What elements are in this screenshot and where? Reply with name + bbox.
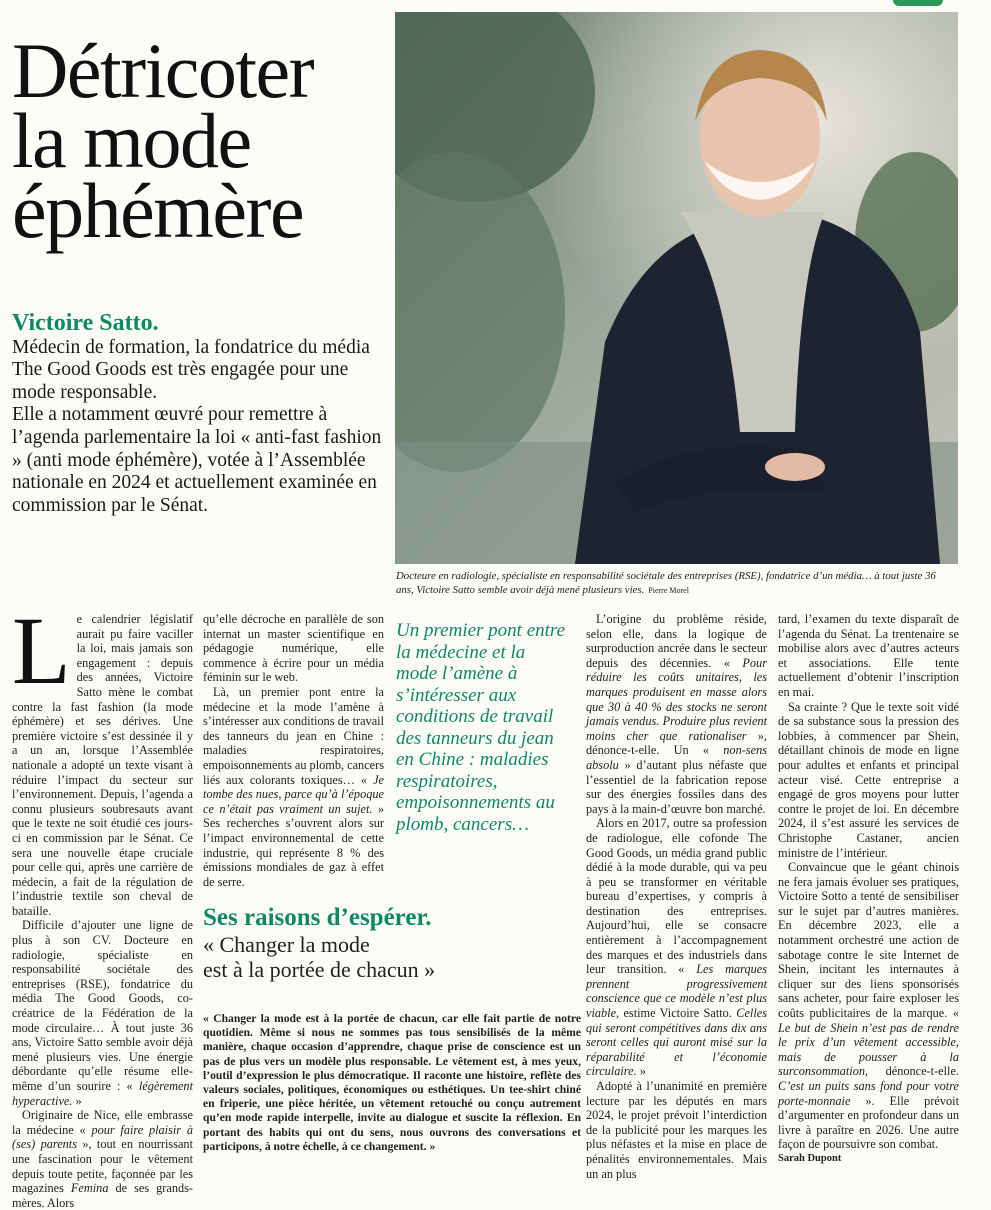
- section-subtitle-line-2: est à la portée de chacun »: [203, 957, 436, 982]
- article-column-2: [203, 612, 384, 889]
- paragraph-italic: légèrement hyperactive.: [12, 1079, 193, 1108]
- paragraph: [586, 612, 767, 816]
- drop-cap: L: [12, 597, 71, 704]
- paragraph-text: , estime Victoire Satto.: [616, 1006, 732, 1021]
- intro-block: [12, 312, 387, 517]
- paragraph: [12, 918, 193, 1108]
- paragraph-text: Sa crainte ? Que le texte soit vidé de sa substance sous la pression des lobbies, à commencer par Shein, détaillant chinois de mode en ligne pour adultes et enfants et principal acteur visé. Cette entreprise a engagé de gros moyens pour lutter contre le projet de loi. En décembre 2024, il s’est assuré les services de Christophe Castaner, ancien ministre de l’intérieur.: [778, 699, 959, 860]
- photo-credit: Pierre Morel: [648, 586, 689, 595]
- paragraph-italic: Les marques prennent progressivement conscience que ce modèle n’est plus viable: [586, 962, 768, 1021]
- paragraph-text: Convaincue que le géant chinois ne fera jamais évoluer ses pratiques, Victoire Sotto a tenté de sensibiliser sur le sujet par d’autres manières. En décembre 2023, elle a notamment orchestré une action de sabotage contre le site Internet de Shein, incitant les internautes à cliquer sur des liens sponsorisés sans acheter, pour faire exploser les coûts publicitaires de la marque. «: [778, 860, 959, 1021]
- section-subtitle-line-1: « Changer la mode: [203, 932, 370, 957]
- headline-line-2: la mode: [12, 97, 251, 184]
- paragraph-italic: non-sens absolu: [586, 743, 767, 772]
- paragraph: [778, 612, 959, 700]
- paragraph-text: tard, l’examen du texte disparaît de l’agenda du Sénat. La trentenaire se mobilise alors avec d’autres acteurs et associations. Elle tente actuellement d’obtenir l’inscription en mai.: [778, 612, 959, 699]
- paragraph-text: » d’autant plus néfaste que l’essentiel de la fabrication repose sur des énergies fossiles dans des pays à la main-d’œuvre bon marché.: [586, 757, 768, 816]
- paragraph: [586, 1079, 767, 1181]
- paragraph: [203, 612, 384, 685]
- paragraph-text: », tout en nourrissant une fascination pour le vêtement depuis toute petite, façonnée par les magazines: [12, 1137, 194, 1196]
- paragraph-italic: Je tombe des nues, parce qu’à l’époque ce n’était pas vraiment un sujet.: [203, 772, 384, 816]
- author-byline: Sarah Dupont: [778, 1152, 842, 1164]
- section-quote: « Changer la mode est à la portée de chacun, car elle fait partie de notre quotidien. Même si nous ne sommes pas tous sensibilisés de la même manière, chaque occasion d’apprendre, chaque prise de conscience est un pas de plus vers un modèle plus responsable. Le vêtement est, à mes yeux, l’outil d’expression le plus démocratique. Il raconte une histoire, reflète des valeurs sociales, politiques, économiques ou esthétiques. Un tee-shirt chiné en friperie, une pièce héritée, un vêtement retouché ou conçu autrement qu’en mode rapide interpelle, invite au dialogue et suscite la réflexion. En portant des habits qui ont du sens, nous ouvrons des conversations et participons, à notre échelle, à ce changement. »: [203, 1012, 581, 1153]
- paragraph-text: »: [639, 1064, 646, 1079]
- intro-text-2: Elle a notamment œuvré pour remettre à l’agenda parlementaire la loi « anti-fast fashion » (anti mode éphémère), votée à l’Assemblée nationale en 2024 et actuellement examinée en commission par le Sénat.: [12, 404, 382, 516]
- paragraph: [778, 700, 959, 861]
- paragraph-italic: C’est un puits sans fond pour votre porte-monnaie: [778, 1079, 959, 1108]
- paragraph-text: qu’elle décroche en parallèle de son internat un master scientifique en pédagogie numérique, elle commence à écrire pour un média féminin sur le web.: [203, 612, 384, 685]
- paragraph-text: dénonce-t-elle.: [885, 1064, 959, 1079]
- paragraph-text: Adopté à l’unanimité en première lecture par les députés en mars 2024, le projet prévoit l’interdiction de la publicité pour les marques les plus néfastes et la mise en place de pénalités environnementales. Mais un an plus: [586, 1079, 767, 1181]
- paragraph: [203, 685, 384, 889]
- pull-quote: Un premier pont entre la médecine et la mode l’amène à s’intéresser aux conditions de travail des tanneurs du jean en Chine : maladies respiratoires, empoisonnements au plomb, cancers…: [396, 620, 566, 835]
- paragraph-italic: Le but de Shein n’est pas de rendre le prix d’un vêtement accessible, mais de pousser à la surconsommation,: [778, 1020, 959, 1079]
- paragraph-text: L’origine du problème réside, selon elle, dans la logique de surproduction ancrée dans le secteur depuis des décennies. «: [586, 612, 767, 670]
- section-subtitle: [203, 932, 583, 982]
- paragraph: [12, 597, 193, 918]
- paragraph-text: e calendrier législatif aurait pu faire vaciller la loi, mais jamais son engagement : depuis des années, Victoire Satto mène le combat contre la fast fashion (la mode éphémère) et ses dérives. Une première victoire s’est dessinée il y a un an, lorsque l’Assemblée nationale a adopté un texte visant à réduire l’impact du secteur sur l’environnement. Depuis, l’agenda a connu plusieurs soubresauts avant que le texte ne soit étudié ces jours-ci en commission par le Sénat. Ce sera une nouvelle étape cruciale pour celle qui, après une carrière de médecin, a fait de la régulation de l’industrie textile son cheval de bataille.: [12, 612, 193, 918]
- section-title: Ses raisons d’espérer.: [203, 904, 432, 931]
- portrait-illustration: [395, 12, 958, 564]
- paragraph-text: Difficile d’ajouter une ligne de plus à son CV. Docteure en radiologie, spécialiste en responsabilité sociétale des entreprises (RSE), fondatrice du média The Good Goods, co-créatrice de la Fédération de la mode circulaire… À tout juste 36 ans, Victoire Satto semble avoir déjà mené plusieurs vies. Une énergie débordante qu’elle résume elle-même d’un sourire : «: [12, 918, 193, 1093]
- paragraph-text: Originaire de Nice, elle embrasse la médecine «: [12, 1108, 193, 1137]
- paragraph-text: », dénonce-t-elle. Un «: [586, 728, 768, 758]
- intro-name: Victoire Satto.: [12, 310, 159, 336]
- paragraph-text: Alors en 2017, outre sa profession de radiologue, elle cofonde The Good Goods, un média grand public dédié à la mode durable, qui va peu à peu se transformer en véritable bureau d’expertises, y compris à destination des entreprises. Aujourd’hui, elle se consacre entièrement à l’accompagnement des marques et des industriels dans leur transition. «: [586, 816, 767, 977]
- caption-text: Docteure en radiologie, spécialiste en responsabilité sociétale des entreprises (RSE), fondatrice d’un média… à tout juste 36 ans, Victoire Satto semble avoir déjà mené plusieurs vies.: [396, 570, 936, 596]
- paragraph: [778, 860, 959, 1152]
- paragraph-text: »: [75, 1093, 82, 1108]
- paragraph-text: » Ses recherches s’ouvrent alors sur l’impact environnemental de cette industrie, qui représente 8 % des émissions mondiales de gaz à effet de serre.: [203, 801, 384, 889]
- corner-badge: [893, 0, 943, 6]
- photo-caption: [396, 569, 956, 598]
- headline-line-3: éphémère: [12, 167, 304, 254]
- paragraph: [586, 816, 767, 1079]
- paragraph-text: Là, un premier pont entre la médecine et la mode l’amène à s’intéresser aux conditions de travail des tanneurs du jean en Chine : maladies respiratoires, empoisonnements au plomb, cancers liés aux colorants toxiques… «: [203, 684, 384, 787]
- portrait-photo: [395, 12, 958, 564]
- article-column-1: [12, 597, 194, 1210]
- paragraph-italic: pour faire plaisir à (ses) parents: [12, 1122, 193, 1152]
- headline-line-1: Détricoter: [12, 27, 314, 114]
- headline: [12, 27, 392, 254]
- paragraph-text: ». Elle prévoit d’argumenter en profondeur dans un livre à paraître en 2026. Une autre façon de poursuivre son combat.: [778, 1093, 959, 1152]
- paragraph-text: de ses grands-mères. Alors: [12, 1181, 193, 1210]
- intro-text-1: Médecin de formation, la fondatrice du média The Good Goods est très engagée pour une mode responsable.: [12, 336, 370, 403]
- paragraph-italic: Femina: [70, 1181, 109, 1196]
- paragraph: [12, 1108, 193, 1210]
- article-column-3: [586, 612, 767, 1181]
- article-column-4: [778, 612, 959, 1167]
- paragraph-italic: Pour réduire les coûts unitaires, les marques produisent en masse alors que 30 à 40 % des stocks ne seront jamais vendus. Produire plus revient moins cher que rationaliser: [586, 655, 767, 743]
- paragraph-italic: Celles qui seront compétitives dans dix ans seront celles qui auront misé sur la réparabilité et l’économie circulaire.: [586, 1006, 768, 1079]
